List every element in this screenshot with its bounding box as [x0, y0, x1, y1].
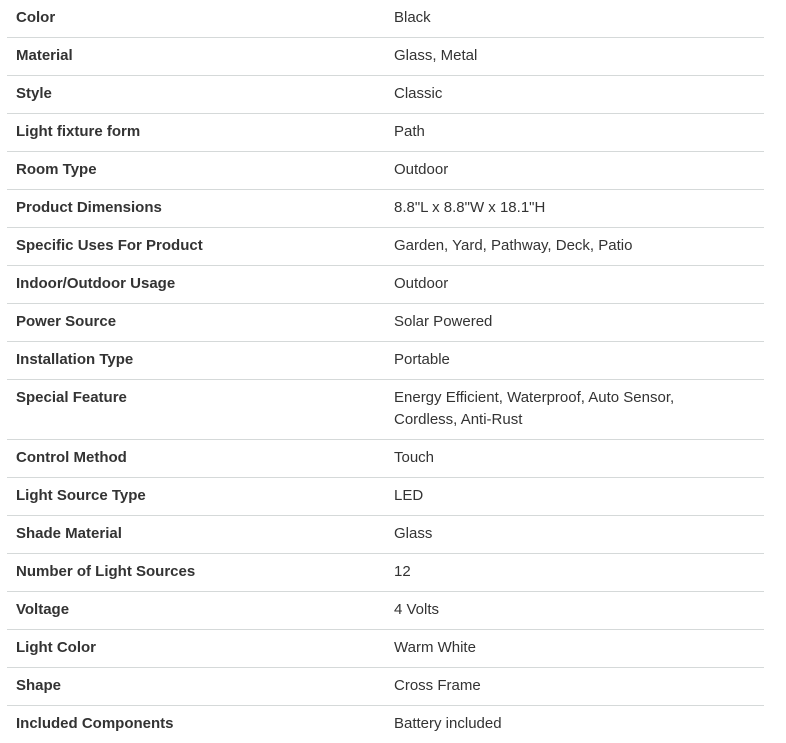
spec-label: Included Components [16, 715, 174, 732]
spec-label: Product Dimensions [16, 199, 162, 216]
spec-label: Installation Type [16, 351, 134, 368]
spec-value: Energy Efficient, Waterproof, Auto Sensor, Cordless, Anti-Rust [394, 389, 675, 428]
spec-label: Light Color [16, 639, 96, 656]
spec-value: Glass [394, 525, 433, 542]
spec-value: Touch [394, 449, 435, 466]
spec-value: Cross Frame [394, 677, 481, 694]
product-specs-table [7, 0, 764, 743]
spec-label: Special Feature [16, 389, 127, 406]
spec-row-color [7, 0, 764, 38]
spec-label: Indoor/Outdoor Usage [16, 275, 176, 292]
spec-row-included-components [7, 706, 764, 743]
spec-value: Path [394, 123, 425, 140]
spec-value: LED [394, 487, 424, 504]
spec-row-light-fixture-form [7, 114, 764, 152]
spec-row-light-source-type [7, 478, 764, 516]
spec-label: Shape [16, 677, 62, 694]
spec-row-special-feature [7, 380, 764, 440]
spec-value: Portable [394, 351, 450, 368]
spec-value: Warm White [394, 639, 476, 656]
spec-label: Voltage [16, 601, 70, 618]
spec-label: Power Source [16, 313, 117, 330]
spec-label: Room Type [16, 161, 97, 178]
spec-row-number-of-light-sources [7, 554, 764, 592]
spec-row-style [7, 76, 764, 114]
spec-row-control-method [7, 440, 764, 478]
spec-row-light-color [7, 630, 764, 668]
spec-label: Light Source Type [16, 487, 146, 504]
spec-row-indoor-outdoor-usage [7, 266, 764, 304]
spec-value: Battery included [394, 715, 502, 732]
spec-value: Glass, Metal [394, 47, 478, 64]
spec-value: 12 [394, 563, 411, 580]
spec-label: Specific Uses For Product [16, 237, 203, 254]
spec-row-shape [7, 668, 764, 706]
spec-row-specific-uses [7, 228, 764, 266]
spec-row-product-dimensions [7, 190, 764, 228]
spec-value: Solar Powered [394, 313, 493, 330]
spec-value: 8.8"L x 8.8"W x 18.1"H [394, 199, 546, 216]
spec-label: Shade Material [16, 525, 122, 542]
spec-row-material [7, 38, 764, 76]
spec-row-installation-type [7, 342, 764, 380]
spec-label: Number of Light Sources [16, 563, 196, 580]
spec-row-voltage [7, 592, 764, 630]
spec-row-shade-material [7, 516, 764, 554]
spec-row-power-source [7, 304, 764, 342]
spec-label: Control Method [16, 449, 127, 466]
spec-label: Material [16, 47, 73, 64]
spec-label: Color [16, 9, 56, 26]
spec-value: Black [394, 9, 431, 26]
spec-label: Light fixture form [16, 123, 141, 140]
spec-value: Outdoor [394, 275, 449, 292]
spec-value: Outdoor [394, 161, 449, 178]
spec-row-room-type [7, 152, 764, 190]
spec-value: 4 Volts [394, 601, 440, 618]
spec-value: Classic [394, 85, 443, 102]
spec-value: Garden, Yard, Pathway, Deck, Patio [394, 237, 633, 254]
spec-label: Style [16, 85, 52, 102]
